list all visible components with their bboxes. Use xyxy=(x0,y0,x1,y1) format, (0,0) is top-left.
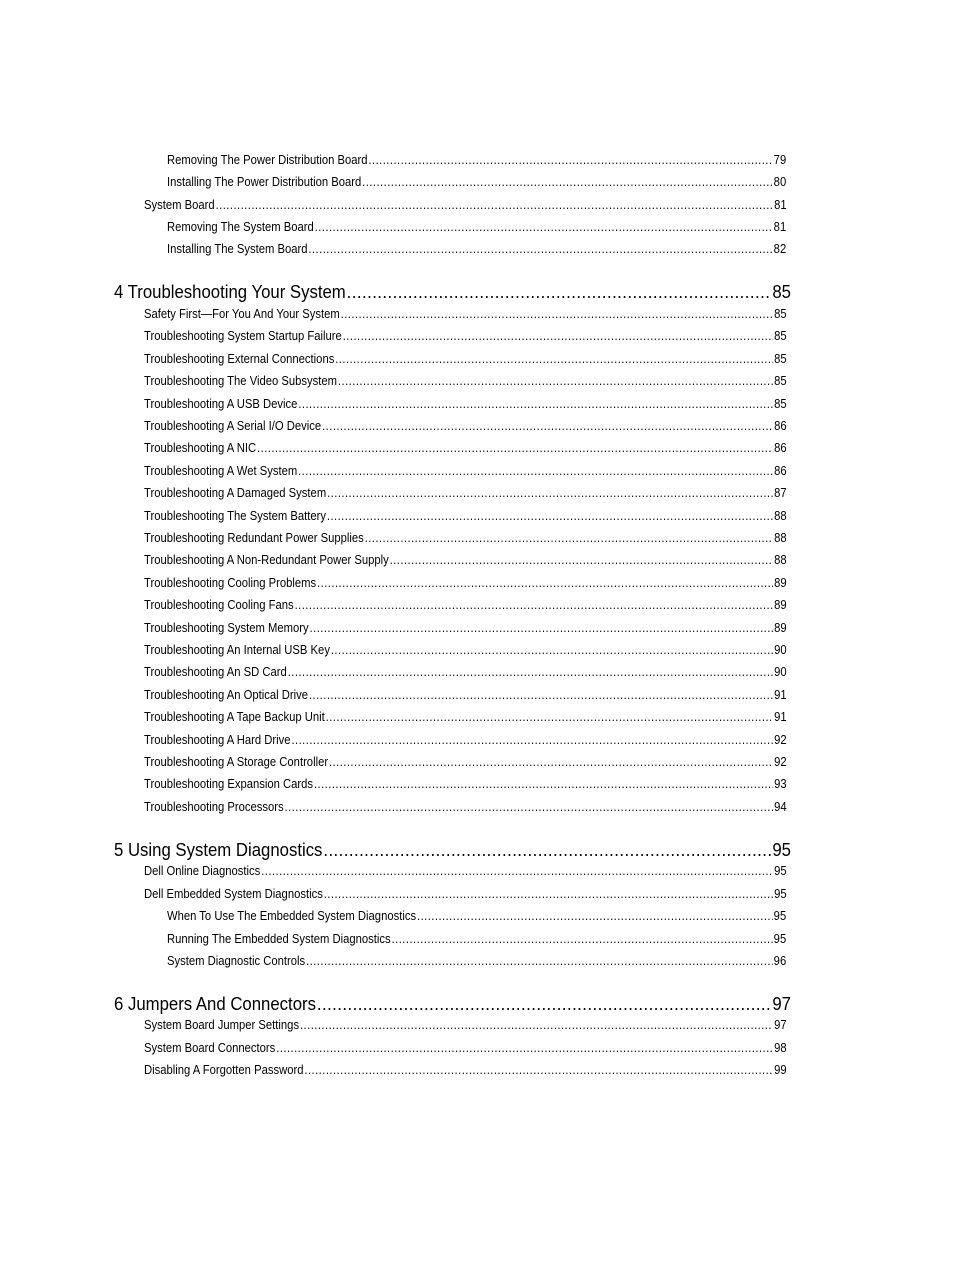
toc-page-number: 95 xyxy=(774,886,787,901)
dot-leader xyxy=(216,197,774,213)
dot-leader xyxy=(304,1062,773,1078)
dot-leader xyxy=(306,953,773,969)
toc-entry[interactable] xyxy=(144,463,787,479)
toc-page-number: 85 xyxy=(774,307,787,321)
dot-leader xyxy=(298,396,773,412)
toc-page-number: 97 xyxy=(774,1018,787,1032)
dot-leader xyxy=(276,1040,773,1056)
toc-page-number: 92 xyxy=(774,732,787,747)
toc-entry-label: Installing The Power Distribution Board xyxy=(167,175,362,189)
toc-entry-label: Troubleshooting Cooling Fans xyxy=(144,598,294,613)
toc-chapter-5[interactable] xyxy=(114,839,791,861)
toc-page-number: 93 xyxy=(774,777,787,792)
toc-entry[interactable] xyxy=(144,754,787,770)
dot-leader xyxy=(335,351,773,367)
toc-page-number: 95 xyxy=(774,864,787,878)
toc-entry-label: Troubleshooting An SD Card xyxy=(144,665,287,680)
toc-entry-label: Removing The System Board xyxy=(167,220,314,234)
toc-entry-label: Troubleshooting The System Battery xyxy=(144,508,326,523)
toc-page-number: 89 xyxy=(774,598,787,613)
dot-leader xyxy=(291,732,773,748)
dot-leader xyxy=(368,152,772,168)
toc-entry-label: Disabling A Forgotten Password xyxy=(144,1063,304,1077)
toc-page-number: 82 xyxy=(773,242,787,256)
dot-leader xyxy=(326,709,774,725)
toc-entry-system-board[interactable] xyxy=(144,197,787,213)
dot-leader xyxy=(327,508,773,524)
toc-page-number: 88 xyxy=(774,553,787,568)
toc-entry[interactable] xyxy=(144,1040,787,1056)
toc-entry-label: Troubleshooting An Internal USB Key xyxy=(144,643,330,657)
dot-leader xyxy=(309,687,773,703)
dot-leader xyxy=(347,281,772,303)
toc-entry[interactable] xyxy=(144,620,787,636)
chapter-title: 5 Using System Diagnostics xyxy=(114,839,323,860)
toc-entry-label: Dell Online Diagnostics xyxy=(144,864,261,878)
toc-page-number: 98 xyxy=(774,1040,787,1055)
dot-leader xyxy=(317,575,773,591)
toc-entry-label: System Diagnostic Controls xyxy=(167,954,306,969)
toc-page-number: 79 xyxy=(773,153,787,167)
toc-page-number: 92 xyxy=(774,755,787,769)
toc-page-number: 99 xyxy=(774,1063,787,1077)
toc-entry[interactable] xyxy=(167,953,786,969)
toc-entry-label: Troubleshooting A Serial I/O Device xyxy=(144,419,322,433)
toc-entry[interactable] xyxy=(144,709,787,725)
toc-entry-label: System Board Jumper Settings xyxy=(144,1018,300,1032)
toc-page-number: 85 xyxy=(774,374,787,389)
toc-page-number: 89 xyxy=(774,620,787,635)
toc-entry[interactable] xyxy=(144,552,787,568)
toc-page-number: 90 xyxy=(774,665,787,680)
toc-entry[interactable] xyxy=(144,863,787,879)
dot-leader xyxy=(285,799,774,815)
toc-entry-label: Troubleshooting A Wet System xyxy=(144,463,298,478)
toc-entry-label: Troubleshooting A Tape Backup Unit xyxy=(144,710,325,725)
toc-page-number: 85 xyxy=(774,329,787,344)
chapter-page-number: 85 xyxy=(772,281,791,302)
toc-entry[interactable] xyxy=(144,642,787,658)
toc-entry-label: Troubleshooting A USB Device xyxy=(144,396,298,411)
toc-entry[interactable] xyxy=(144,799,787,815)
chapter-title: 6 Jumpers And Connectors xyxy=(114,993,316,1014)
toc-entry-removing-power-distribution-board[interactable] xyxy=(167,152,786,168)
toc-entry-label: Troubleshooting Redundant Power Supplies xyxy=(144,531,364,545)
toc-entry[interactable] xyxy=(144,1062,787,1078)
toc-page-number: 80 xyxy=(773,175,787,189)
dot-leader xyxy=(341,306,774,322)
dot-leader xyxy=(392,931,773,947)
dot-leader xyxy=(295,597,774,613)
toc-page-number: 89 xyxy=(774,575,787,590)
toc-page-number: 81 xyxy=(774,198,787,212)
toc-entry-label: Troubleshooting A Hard Drive xyxy=(144,732,291,747)
chapter-page-number: 95 xyxy=(772,839,791,860)
toc-page-number: 91 xyxy=(774,687,787,702)
dot-leader xyxy=(417,908,773,924)
dot-leader xyxy=(365,530,774,546)
toc-entry-label: Troubleshooting Expansion Cards xyxy=(144,777,314,792)
toc-entry[interactable] xyxy=(144,351,787,367)
toc-page-number: 86 xyxy=(774,419,787,433)
toc-entry[interactable] xyxy=(144,597,787,613)
toc-entry-label: Removing The Power Distribution Board xyxy=(167,153,368,167)
toc-entry-label: Installing The System Board xyxy=(167,242,308,256)
dot-leader xyxy=(308,241,772,257)
toc-page-number: 94 xyxy=(774,799,787,814)
toc-entry[interactable] xyxy=(144,396,787,412)
toc-page-number: 90 xyxy=(774,643,787,657)
toc-page-number: 88 xyxy=(774,508,787,523)
toc-page-number: 81 xyxy=(773,220,787,234)
dot-leader xyxy=(324,886,773,902)
dot-leader xyxy=(338,373,773,389)
toc-entry[interactable] xyxy=(144,664,787,680)
dot-leader xyxy=(261,863,773,879)
toc-page-number: 91 xyxy=(774,710,787,725)
dot-leader xyxy=(322,418,773,434)
toc-entry-label: Troubleshooting An Optical Drive xyxy=(144,687,309,702)
toc-page-number: 86 xyxy=(774,441,787,456)
dot-leader xyxy=(331,642,773,658)
dot-leader xyxy=(298,463,773,479)
toc-page-number: 95 xyxy=(773,931,787,946)
toc-entry[interactable] xyxy=(144,306,787,322)
toc-entry[interactable] xyxy=(144,732,787,748)
dot-leader xyxy=(315,219,773,235)
toc-entry-label: Running The Embedded System Diagnostics xyxy=(167,931,391,946)
toc-entry-installing-system-board[interactable] xyxy=(167,241,786,257)
toc-page-number: 86 xyxy=(774,463,787,478)
toc-entry[interactable] xyxy=(144,508,787,524)
toc-entry-label: Safety First—For You And Your System xyxy=(144,307,340,321)
dot-leader xyxy=(314,776,773,792)
dot-leader xyxy=(362,174,773,190)
toc-entry[interactable] xyxy=(144,776,787,792)
toc-page-number: 95 xyxy=(773,909,787,924)
toc-entry-label: Troubleshooting A Damaged System xyxy=(144,486,327,501)
toc-chapter-4[interactable] xyxy=(114,281,791,303)
toc-entry-label: Troubleshooting A Storage Controller xyxy=(144,755,329,769)
toc-entry-label: Troubleshooting A NIC xyxy=(144,441,257,456)
toc-entry-label: Troubleshooting Cooling Problems xyxy=(144,575,317,590)
dot-leader xyxy=(300,1017,773,1033)
toc-entry-label: Troubleshooting System Startup Failure xyxy=(144,329,342,344)
dot-leader xyxy=(317,993,772,1015)
toc-entry-label: Troubleshooting A Non-Redundant Power Supply xyxy=(144,553,389,568)
toc-entry-removing-system-board[interactable] xyxy=(167,219,786,235)
toc-entry[interactable] xyxy=(144,485,787,501)
toc-entry[interactable] xyxy=(144,1017,787,1033)
toc-entry-label: Troubleshooting Processors xyxy=(144,799,284,814)
toc-entry-label: Dell Embedded System Diagnostics xyxy=(144,886,323,901)
toc-entry[interactable] xyxy=(144,440,787,456)
toc-entry-label: Troubleshooting The Video Subsystem xyxy=(144,374,338,389)
toc-entry[interactable] xyxy=(144,418,787,434)
dot-leader xyxy=(390,552,774,568)
toc-entry[interactable] xyxy=(144,687,787,703)
toc-entry[interactable] xyxy=(167,931,786,947)
toc-entry-label: Troubleshooting System Memory xyxy=(144,620,309,635)
toc-entry-label: System Board xyxy=(144,198,215,212)
dot-leader xyxy=(288,664,773,680)
toc-entry-label: System Board Connectors xyxy=(144,1040,276,1055)
toc-page-number: 88 xyxy=(774,531,787,545)
chapter-title: 4 Troubleshooting Your System xyxy=(114,281,346,302)
toc-entry[interactable] xyxy=(144,530,787,546)
dot-leader xyxy=(343,328,773,344)
toc-entry[interactable] xyxy=(144,373,787,389)
toc-page-number: 85 xyxy=(774,396,787,411)
dot-leader xyxy=(257,440,773,456)
toc-entry-installing-power-distribution-board[interactable] xyxy=(167,174,786,190)
toc-page-number: 85 xyxy=(774,351,787,366)
toc-entry[interactable] xyxy=(167,908,786,924)
dot-leader xyxy=(310,620,774,636)
dot-leader xyxy=(327,485,773,501)
dot-leader xyxy=(323,839,771,861)
toc-entry-label: Troubleshooting External Connections xyxy=(144,351,335,366)
chapter-page-number: 97 xyxy=(772,993,791,1014)
toc-entry[interactable] xyxy=(144,328,787,344)
toc-entry[interactable] xyxy=(144,575,787,591)
toc-chapter-6[interactable] xyxy=(114,993,791,1015)
dot-leader xyxy=(329,754,773,770)
toc-entry[interactable] xyxy=(144,886,787,902)
toc-page-number: 96 xyxy=(773,954,787,969)
toc-entry-label: When To Use The Embedded System Diagnostics xyxy=(167,909,417,924)
toc-page-number: 87 xyxy=(774,486,787,501)
